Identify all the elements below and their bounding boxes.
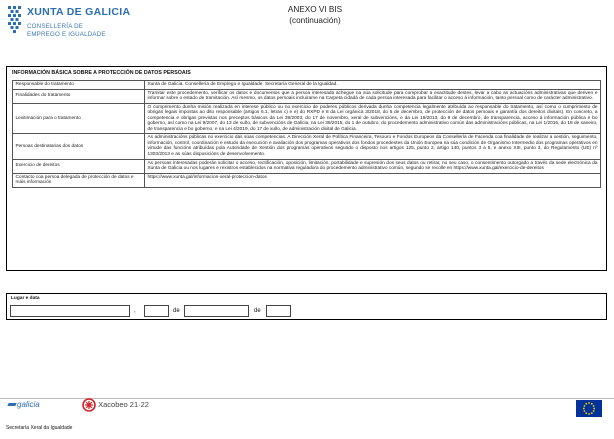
eu-flag-icon (576, 400, 602, 417)
table-row (13, 103, 601, 134)
row-text-legitimation: O cumprimento dunha misión realizada en interese público ou no exercicio de poderes públicos derivada dunha competencia legalmente atribuída ao responsable do tratamento, así como o cumprimento de obrigas legais impostas ao dito responsable (artigos 6.1, letras c) e e) do RXPD e 8 da Lei orgánica 3/2018, do 5 de decembro, de protección de datos persoais e garantía dos dereitos dixitais). En concreto, a competencia e obrigas previstas nos preceptos básicos da Lei 38/2003, do 17 de novembro, xeral de subvencións, e da Lei 19/2013, do 9 de decembro, de transparencia, acceso á información pública e bo goberno, así como na Lei 9/2007, do 13 de xuño, de subvencións de Galicia, na Lei 39/2015, do 1 de outubro, do procedemento administrativo común das administracións públicas, na Lei 1/2016, do 18 de xaneiro, de transparencia e bo goberno, e na Lei 4/2019, do 17 de xullo, de administración dixital de Galicia. (145, 103, 601, 134)
row-label-recipients: Persoas destinatarias dos datos (13, 134, 145, 159)
galicia-logo-text: galicia (17, 400, 40, 409)
row-text-purposes: Tramitar este procedemento, verificar os datos e documentos que a persoa interesada achegue na súa solicitude para comprobar a exactitude destes, levar a cabo as actuacións administrativas que deriven e informar sobre o estado de tramitación. Así mesmo, os datos persoais incluirame na Carpeta cidadá de cada persoa interesada para facilitar o acceso á información, tanto persoal como de carácter administrativo. (145, 89, 601, 103)
place-date-section (6, 293, 607, 320)
xunta-logo (7, 5, 147, 41)
annex-heading (250, 4, 380, 26)
table-row (13, 81, 601, 90)
data-protection-panel (6, 66, 607, 271)
department-line-1: CONSELLERÍA DE (27, 23, 84, 30)
brand-name: XUNTA DE GALICIA (27, 6, 131, 18)
galicia-logo (8, 400, 40, 414)
de-separator-1: de (173, 308, 180, 314)
table-row (13, 159, 601, 173)
xacobeo-shell-icon (82, 398, 96, 412)
table-row (13, 173, 601, 187)
data-protection-title: INFORMACIÓN BÁSICA SOBRE A PROTECCIÓN DE DATOS PERSOAIS (12, 70, 191, 76)
de-separator-2: de (254, 308, 261, 314)
xacobeo-logo-text: Xacobeo 21·22 (98, 399, 149, 409)
day-input[interactable] (144, 305, 169, 317)
annex-title: ANEXO VI BIS (287, 5, 343, 14)
place-date-label: Lugar e data (11, 296, 40, 301)
row-text-rights: As persoas interesadas poderán solicitar o acceso, rectificación, oposición, limitación, portabilidade e supresión dos seus datos ou retirar, no seu caso, o consentimento outorgado a través da sede electrónica da Xunta de Galicia ou nos lugares e rexistros establecidos na normativa reguladora do procedemento administrativo común, segundo se recolle en https://www.xunta.gal/exercicio-de-dereitos (145, 159, 601, 173)
row-text-controller: Xunta de Galicia. Consellería de Emprego e Igualdade. Secretaría General de la Igualdad. (145, 81, 601, 90)
data-protection-table (12, 80, 601, 188)
row-label-controller: Responsable do tratamento (13, 81, 145, 90)
table-row (13, 134, 601, 159)
table-row (13, 89, 601, 103)
row-label-contact: Contacto coa persoa delegada de protección de datos e máis información (13, 173, 145, 187)
department-line-2: EMPREGO E IGUALDADE (27, 31, 106, 38)
galicia-mark-icon (7, 403, 16, 406)
place-input[interactable] (10, 305, 130, 317)
xunta-shield-icon (7, 5, 23, 39)
row-text-recipients: As administracións públicas no exercicio das súas competencias. A Dirección Xeral de Política Financeira, Tesouro e Fondos Europeos da Consellería de Facenda coa finalidade de realizar a xestión, seguimento, información, control, coordinación e estudo da execución e avaliación dos programas operativos dos fondos procedentes da Unión Europea na súa condición de Organismo Intermedio dos programas operativos en virtude das funcións atribuídas pola Autoridade de Xestión dos programas operativos segundo o disposto nos artigos 125, punto 2, artigo 140, puntos 3 a 5, e anexo XIII, punto 3, do Regulamento (UE) nº 1303/2013 e as súas disposicións de desenvolvemento. (145, 134, 601, 159)
row-text-contact: https://www.xunta.gal/informacion-xeral-proteccion-datos (145, 173, 601, 187)
row-label-rights: Exercicio de dereitos (13, 159, 145, 173)
footer-department: Secretaría Xeral da Igualdade (6, 425, 73, 431)
page-header (0, 0, 614, 58)
comma-separator: , (134, 308, 136, 314)
row-label-purposes: Finalidades do tratamento (13, 89, 145, 103)
year-input[interactable] (266, 305, 291, 317)
annex-subtitle: (continuación) (289, 16, 341, 25)
xacobeo-logo (82, 398, 149, 414)
row-label-legitimation: Lexitimación para o tratamento (13, 103, 145, 134)
month-input[interactable] (184, 305, 249, 317)
